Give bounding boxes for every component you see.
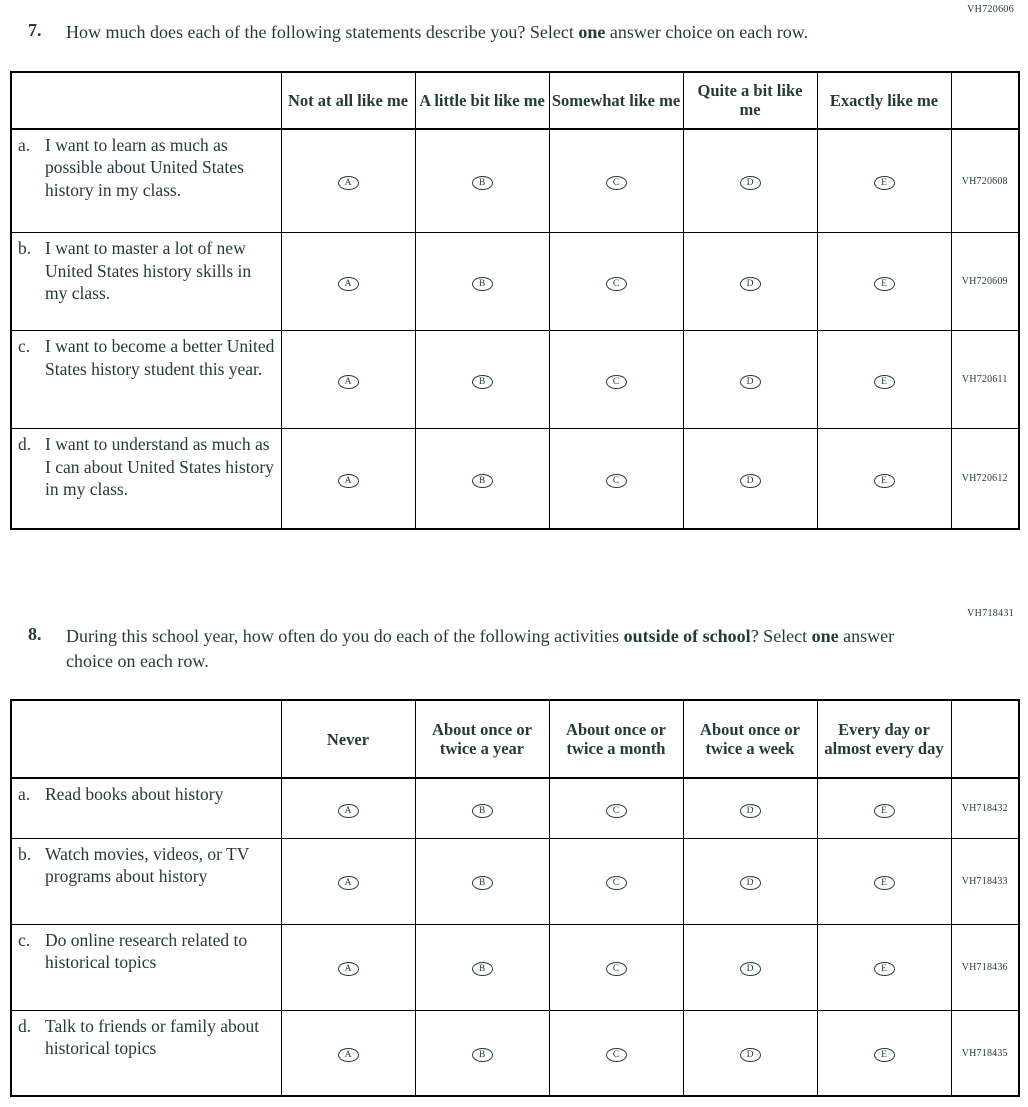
row-label bbox=[11, 924, 281, 1010]
option-cell bbox=[817, 233, 951, 331]
option-cell bbox=[683, 838, 817, 924]
empty-header-cell bbox=[11, 700, 281, 778]
option-bubble-e[interactable]: E bbox=[874, 474, 895, 488]
table-row bbox=[11, 129, 1019, 233]
option-cell bbox=[281, 838, 415, 924]
item-code: VH718435 bbox=[951, 1010, 1019, 1096]
column-header: Never bbox=[281, 700, 415, 778]
item-code: VH720612 bbox=[951, 429, 1019, 529]
row-label bbox=[11, 429, 281, 529]
question-7-text bbox=[66, 20, 808, 45]
option-cell bbox=[817, 924, 951, 1010]
question-7-number: 7. bbox=[28, 20, 42, 40]
column-header: Exactly like me bbox=[817, 72, 951, 129]
column-header: Every day or almost every day bbox=[817, 700, 951, 778]
row-statement: I want to learn as much as possible about United States history in my class. bbox=[45, 134, 244, 200]
option-bubble-e[interactable]: E bbox=[874, 1048, 895, 1062]
option-cell bbox=[281, 429, 415, 529]
option-cell bbox=[415, 331, 549, 429]
row-label bbox=[11, 838, 281, 924]
option-bubble-c[interactable]: C bbox=[606, 962, 627, 976]
row-statement: Do online research related to historical topics bbox=[45, 929, 248, 973]
option-cell bbox=[549, 429, 683, 529]
option-bubble-b[interactable]: B bbox=[472, 962, 493, 976]
option-bubble-c[interactable]: C bbox=[606, 375, 627, 389]
table-row bbox=[11, 331, 1019, 429]
option-cell bbox=[683, 429, 817, 529]
row-statement: Watch movies, videos, or TV programs about history bbox=[45, 843, 250, 887]
row-label bbox=[11, 331, 281, 429]
option-bubble-c[interactable]: C bbox=[606, 277, 627, 291]
option-bubble-d[interactable]: D bbox=[740, 876, 761, 890]
option-cell bbox=[415, 129, 549, 233]
option-cell bbox=[281, 331, 415, 429]
option-bubble-e[interactable]: E bbox=[874, 176, 895, 190]
row-label bbox=[11, 129, 281, 233]
prompt-text: How much does each of the following statements describe you? Select bbox=[66, 22, 579, 42]
option-cell bbox=[415, 778, 549, 838]
option-cell bbox=[683, 129, 817, 233]
option-cell bbox=[415, 1010, 549, 1096]
option-cell bbox=[549, 129, 683, 233]
option-cell bbox=[683, 778, 817, 838]
option-cell bbox=[281, 924, 415, 1010]
empty-header-cell bbox=[951, 72, 1019, 129]
option-cell bbox=[817, 838, 951, 924]
option-bubble-d[interactable]: D bbox=[740, 804, 761, 818]
option-cell bbox=[415, 233, 549, 331]
header-row bbox=[11, 700, 1019, 778]
row-statement: I want to master a lot of new United States history skills in my class. bbox=[45, 238, 252, 304]
option-bubble-d[interactable]: D bbox=[740, 277, 761, 291]
section-gap bbox=[10, 530, 1018, 608]
column-header: About once or twice a week bbox=[683, 700, 817, 778]
option-bubble-c[interactable]: C bbox=[606, 176, 627, 190]
item-code: VH718436 bbox=[951, 924, 1019, 1010]
table-row bbox=[11, 778, 1019, 838]
option-bubble-b[interactable]: B bbox=[472, 176, 493, 190]
table-row bbox=[11, 233, 1019, 331]
row-letter: a. bbox=[18, 784, 31, 805]
item-code: VH720611 bbox=[951, 331, 1019, 429]
table-row bbox=[11, 838, 1019, 924]
row-label bbox=[11, 1010, 281, 1096]
prompt-text: ? Select bbox=[750, 625, 812, 646]
option-bubble-e[interactable]: E bbox=[874, 277, 895, 291]
option-bubble-a[interactable]: A bbox=[338, 375, 359, 389]
option-bubble-d[interactable]: D bbox=[740, 375, 761, 389]
column-header: A little bit like me bbox=[415, 72, 549, 129]
row-label bbox=[11, 233, 281, 331]
option-bubble-b[interactable]: B bbox=[472, 876, 493, 890]
q8-answer-table bbox=[10, 699, 1020, 1097]
option-cell bbox=[549, 233, 683, 331]
question-8-code: VH718431 bbox=[967, 607, 1014, 619]
option-cell bbox=[549, 778, 683, 838]
item-code: VH718433 bbox=[951, 838, 1019, 924]
question-8-number: 8. bbox=[28, 623, 42, 644]
option-cell bbox=[549, 1010, 683, 1096]
prompt-text-bold: one bbox=[578, 22, 606, 42]
option-bubble-c[interactable]: C bbox=[606, 876, 627, 890]
q7-table-header bbox=[11, 72, 1019, 129]
empty-header-cell bbox=[951, 700, 1019, 778]
option-bubble-d[interactable]: D bbox=[740, 962, 761, 976]
column-header: About once or twice a month bbox=[549, 700, 683, 778]
option-bubble-a[interactable]: A bbox=[338, 876, 359, 890]
row-statement: Talk to friends or family about historical topics bbox=[45, 1015, 260, 1059]
option-bubble-a[interactable]: A bbox=[338, 804, 359, 818]
option-bubble-e[interactable]: E bbox=[874, 962, 895, 976]
row-letter: c. bbox=[18, 929, 31, 950]
option-cell bbox=[817, 1010, 951, 1096]
option-bubble-a[interactable]: A bbox=[338, 277, 359, 291]
option-bubble-e[interactable]: E bbox=[874, 804, 895, 818]
q8-table-header bbox=[11, 700, 1019, 778]
row-statement: I want to understand as much as I can about United States history in my class. bbox=[45, 434, 274, 500]
option-bubble-c[interactable]: C bbox=[606, 804, 627, 818]
option-bubble-c[interactable]: C bbox=[606, 474, 627, 488]
row-label bbox=[11, 778, 281, 838]
column-header: Not at all like me bbox=[281, 72, 415, 129]
option-cell bbox=[683, 331, 817, 429]
option-cell bbox=[817, 429, 951, 529]
prompt-text-bold: outside of school bbox=[623, 625, 751, 646]
question-7-prompt bbox=[28, 20, 1018, 45]
prompt-text-bold: one bbox=[811, 625, 839, 646]
item-code: VH720608 bbox=[951, 129, 1019, 233]
option-cell bbox=[549, 331, 683, 429]
option-cell bbox=[549, 838, 683, 924]
option-cell bbox=[817, 129, 951, 233]
option-cell bbox=[549, 924, 683, 1010]
option-bubble-a[interactable]: A bbox=[338, 474, 359, 488]
option-cell bbox=[281, 129, 415, 233]
option-cell bbox=[415, 429, 549, 529]
option-cell bbox=[817, 331, 951, 429]
row-letter: c. bbox=[18, 336, 31, 357]
table-row bbox=[11, 924, 1019, 1010]
prompt-text: During this school year, how often do you do each of the following activities bbox=[66, 625, 624, 646]
empty-header-cell bbox=[11, 72, 281, 129]
option-cell bbox=[683, 924, 817, 1010]
table-row bbox=[11, 1010, 1019, 1096]
option-bubble-b[interactable]: B bbox=[472, 375, 493, 389]
row-letter: d. bbox=[18, 434, 32, 455]
option-bubble-d[interactable]: D bbox=[740, 176, 761, 190]
option-bubble-b[interactable]: B bbox=[472, 474, 493, 488]
option-bubble-b[interactable]: B bbox=[472, 1048, 493, 1062]
option-bubble-b[interactable]: B bbox=[472, 804, 493, 818]
table-row bbox=[11, 429, 1019, 529]
option-cell bbox=[281, 1010, 415, 1096]
option-bubble-c[interactable]: C bbox=[606, 1048, 627, 1062]
option-cell bbox=[415, 924, 549, 1010]
prompt-text: answer choice on each row. bbox=[605, 22, 809, 42]
column-header: Somewhat like me bbox=[549, 72, 683, 129]
row-letter: b. bbox=[18, 238, 32, 259]
option-bubble-e[interactable]: E bbox=[874, 876, 895, 890]
option-bubble-b[interactable]: B bbox=[472, 277, 493, 291]
option-cell bbox=[415, 838, 549, 924]
option-cell bbox=[683, 233, 817, 331]
option-bubble-d[interactable]: D bbox=[740, 474, 761, 488]
option-cell bbox=[281, 778, 415, 838]
row-letter: a. bbox=[18, 134, 31, 155]
option-cell bbox=[281, 233, 415, 331]
column-header: Quite a bit like me bbox=[683, 72, 817, 129]
row-statement: Read books about history bbox=[45, 784, 224, 805]
question-8-prompt bbox=[28, 624, 1018, 674]
row-letter: b. bbox=[18, 843, 32, 864]
column-header: About once or twice a year bbox=[415, 700, 549, 778]
row-letter: d. bbox=[18, 1015, 32, 1036]
question-8-text bbox=[66, 624, 918, 674]
item-code: VH718432 bbox=[951, 778, 1019, 838]
item-code: VH720609 bbox=[951, 233, 1019, 331]
option-cell bbox=[817, 778, 951, 838]
q7-answer-table bbox=[10, 71, 1020, 530]
option-bubble-a[interactable]: A bbox=[338, 962, 359, 976]
row-statement: I want to become a better United States history student this year. bbox=[45, 336, 275, 379]
option-bubble-a[interactable]: A bbox=[338, 176, 359, 190]
header-row bbox=[11, 72, 1019, 129]
option-cell bbox=[683, 1010, 817, 1096]
option-bubble-e[interactable]: E bbox=[874, 375, 895, 389]
question-7-code: VH720606 bbox=[967, 4, 1014, 15]
option-bubble-a[interactable]: A bbox=[338, 1048, 359, 1062]
option-bubble-d[interactable]: D bbox=[740, 1048, 761, 1062]
prompt-text: answer choice on each row. bbox=[66, 625, 895, 671]
